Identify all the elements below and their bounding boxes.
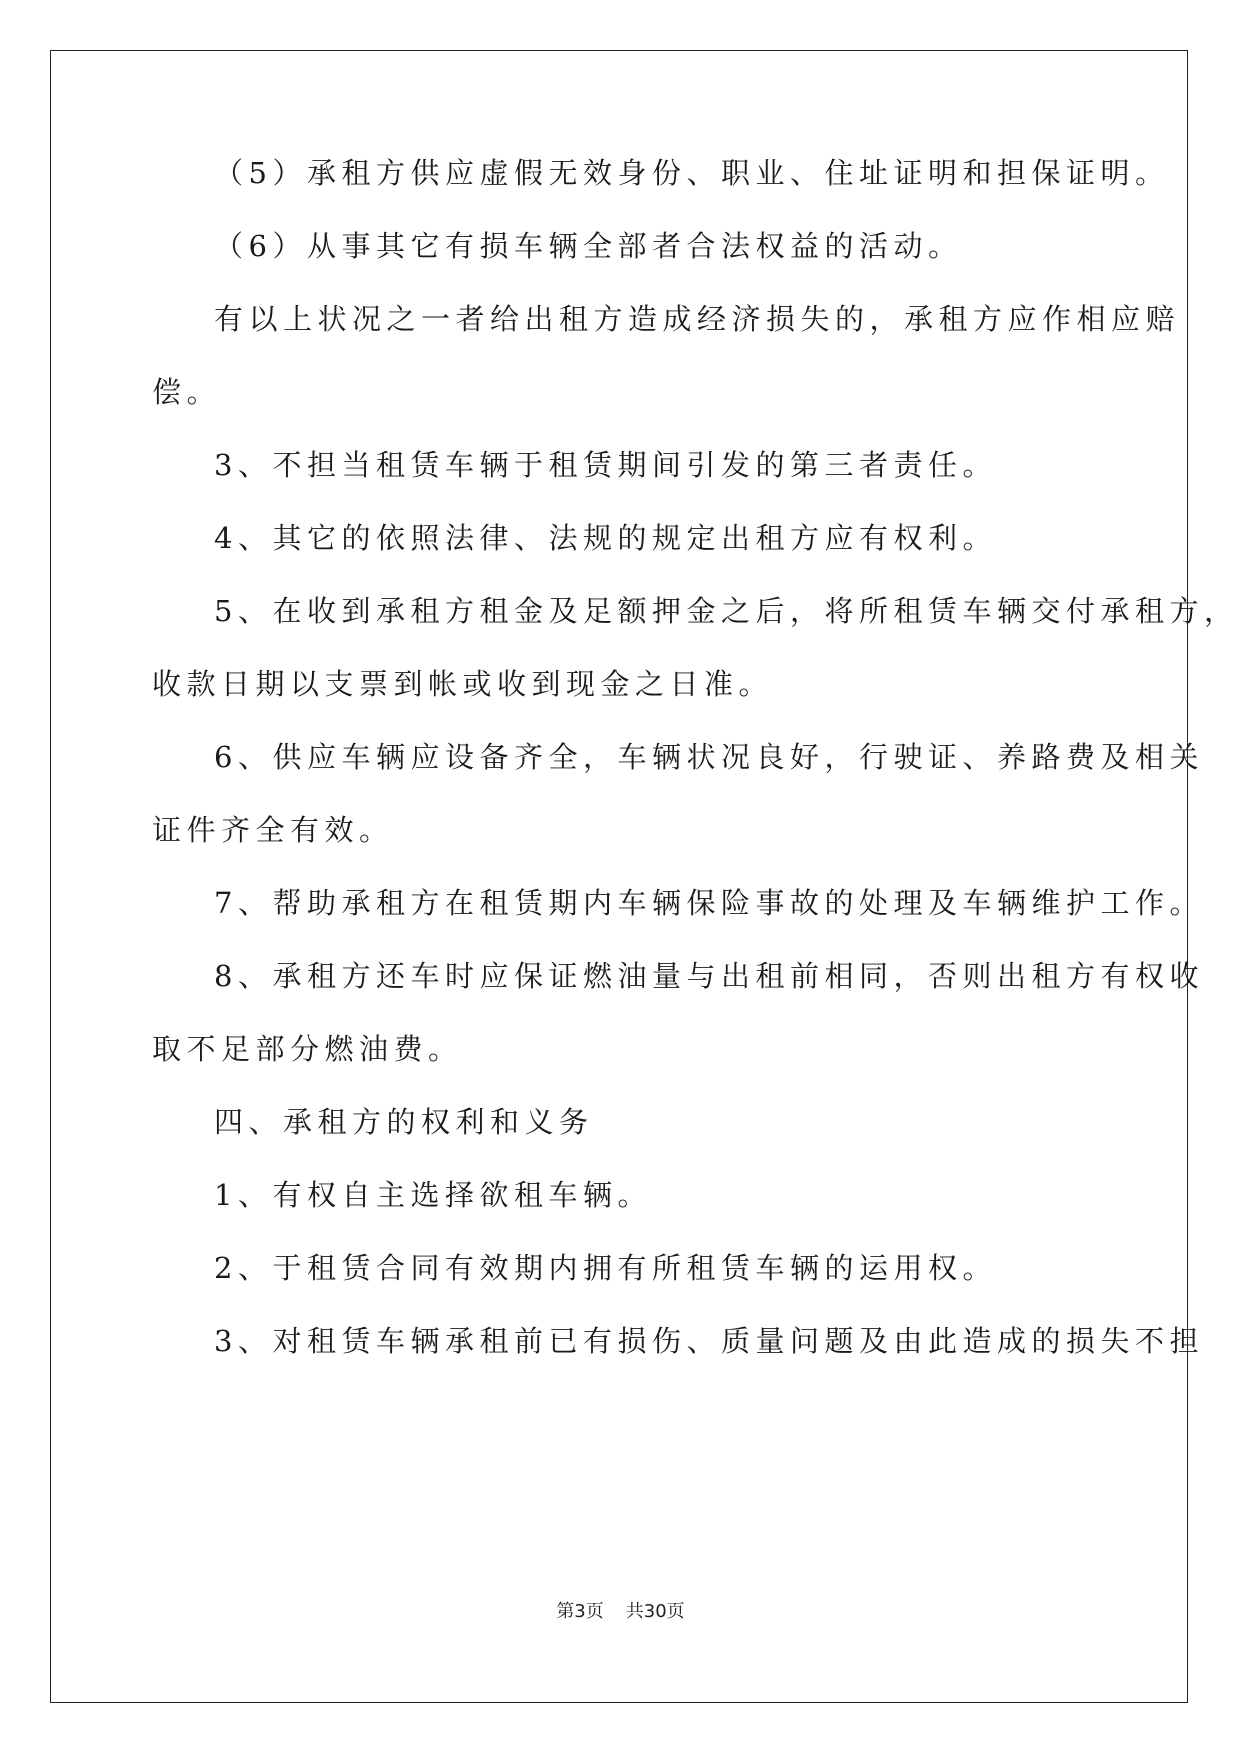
paragraph-line: 3、对租赁车辆承租前已有损伤、质量问题及由此造成的损失不担 [214, 1324, 1204, 1358]
paragraph-line: 1、有权自主选择欲租车辆。 [214, 1178, 652, 1212]
section-heading: 四、承租方的权利和义务 [214, 1105, 594, 1139]
page-border [50, 50, 1188, 1703]
page-total: 共30页 [625, 1601, 685, 1622]
paragraph-line: 7、帮助承租方在租赁期内车辆保险事故的处理及车辆维护工作。 [214, 886, 1204, 920]
paragraph-line: （5）承租方供应虚假无效身份、职业、住址证明和担保证明。 [214, 156, 1170, 190]
page-number: 第3页 [556, 1601, 604, 1622]
paragraph-line: 收款日期以支票到帐或收到现金之日准。 [152, 667, 774, 701]
paragraph-line: 偿。 [152, 375, 222, 409]
paragraph-line: 取不足部分燃油费。 [152, 1032, 463, 1066]
page-footer [0, 1597, 1241, 1623]
paragraph-line: 2、于租赁合同有效期内拥有所租赁车辆的运用权。 [214, 1251, 997, 1285]
paragraph-line: 6、供应车辆应设备齐全，车辆状况良好，行驶证、养路费及相关 [214, 740, 1204, 774]
paragraph-line: 5、在收到承租方租金及足额押金之后，将所租赁车辆交付承租方， [214, 594, 1239, 628]
paragraph-line: 8、承租方还车时应保证燃油量与出租前相同，否则出租方有权收 [214, 959, 1204, 993]
paragraph-line: 3、不担当租赁车辆于租赁期间引发的第三者责任。 [214, 448, 997, 482]
paragraph-line: 有以上状况之一者给出租方造成经济损失的，承租方应作相应赔 [214, 302, 1181, 336]
paragraph-line: 证件齐全有效。 [152, 813, 394, 847]
paragraph-line: 4、其它的依照法律、法规的规定出租方应有权利。 [214, 521, 997, 555]
paragraph-line: （6）从事其它有损车辆全部者合法权益的活动。 [214, 229, 963, 263]
